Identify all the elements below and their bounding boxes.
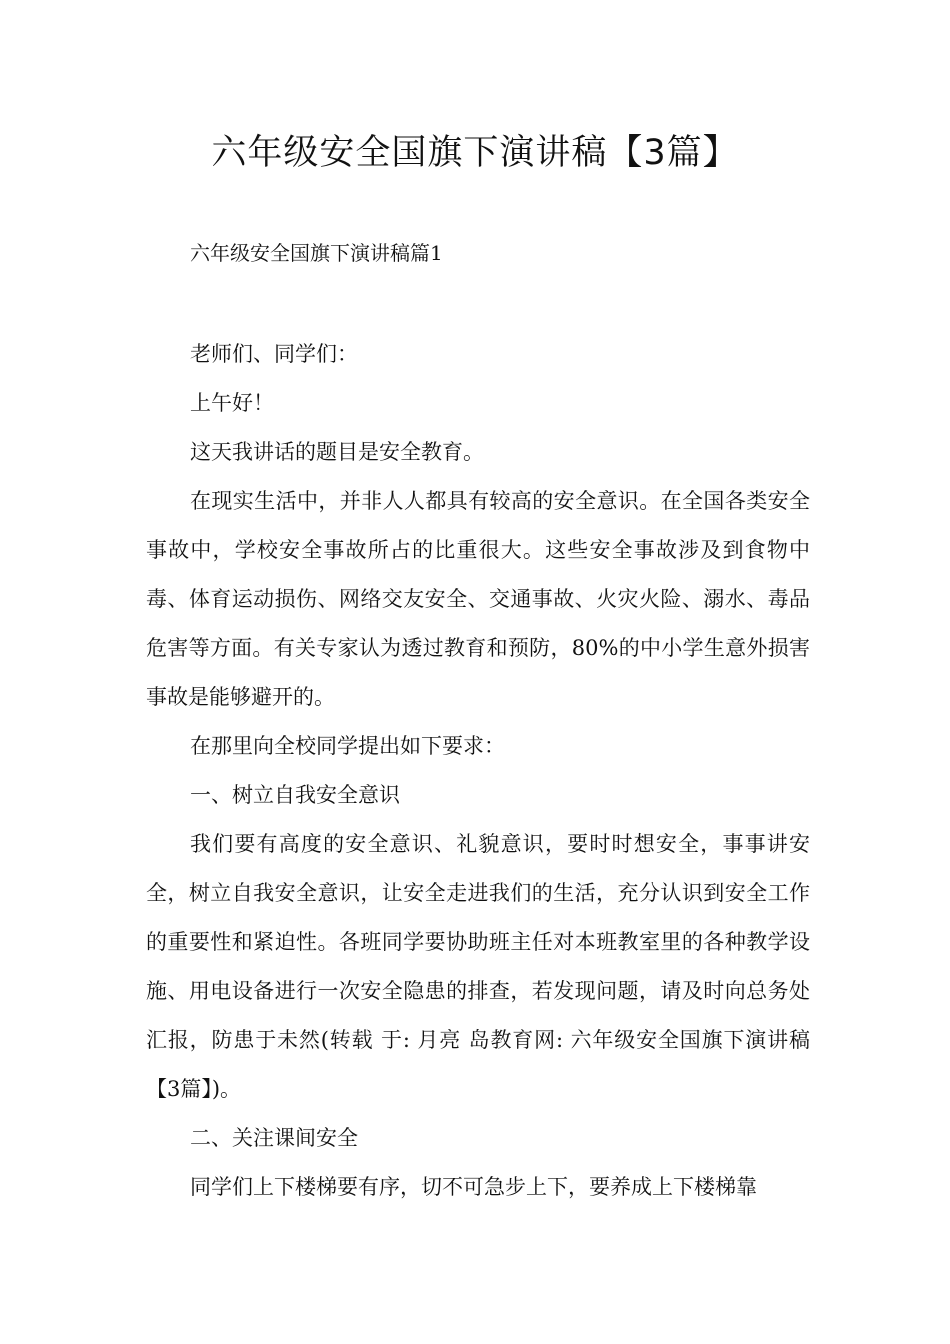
heading-point-one: 一、树立自我安全意识	[190, 783, 400, 807]
document-title: 六年级安全国旗下演讲稿【3篇】	[211, 133, 739, 173]
paragraph-greeting: 老师们、同学们：	[190, 342, 358, 366]
paragraph-topic: 这天我讲话的题目是安全教育。	[190, 440, 484, 464]
paragraph-good-morning: 上午好！	[190, 391, 274, 415]
heading-point-two: 二、关注课间安全	[190, 1126, 358, 1150]
paragraph-requirements-intro: 在那里向全校同学提出如下要求：	[190, 734, 505, 758]
paragraph-point-two: 同学们上下楼梯要有序，切不可急步上下，要养成上下楼梯靠	[190, 1175, 757, 1199]
section-heading: 六年级安全国旗下演讲稿篇1	[190, 241, 443, 265]
paragraph-point-one: 我们要有高度的安全意识、礼貌意识，要时时想安全，事事讲安全，树立自我安全意识，让安全走进我们的生活，充分认识到安全工作的重要性和紧迫性。各班同学要协助班主任对本班教室里的各种教学设施、用电设备进行一次安全隐患的排查，若发现问题，请及时向总务处汇报，防患于未然(转载 于: 月亮 岛教育网: 六年级安全国旗下演讲稿【3篇】)。	[146, 832, 810, 1101]
paragraph-background: 在现实生活中，并非人人都具有较高的安全意识。在全国各类安全事故中，学校安全事故所占的比重很大。这些安全事故涉及到食物中毒、体育运动损伤、网络交友安全、交通事故、火灾火险、溺水、毒品危害等方面。有关专家认为透过教育和预防，80%的中小学生意外损害事故是能够避开的。	[146, 489, 810, 709]
document-body	[146, 330, 810, 1212]
